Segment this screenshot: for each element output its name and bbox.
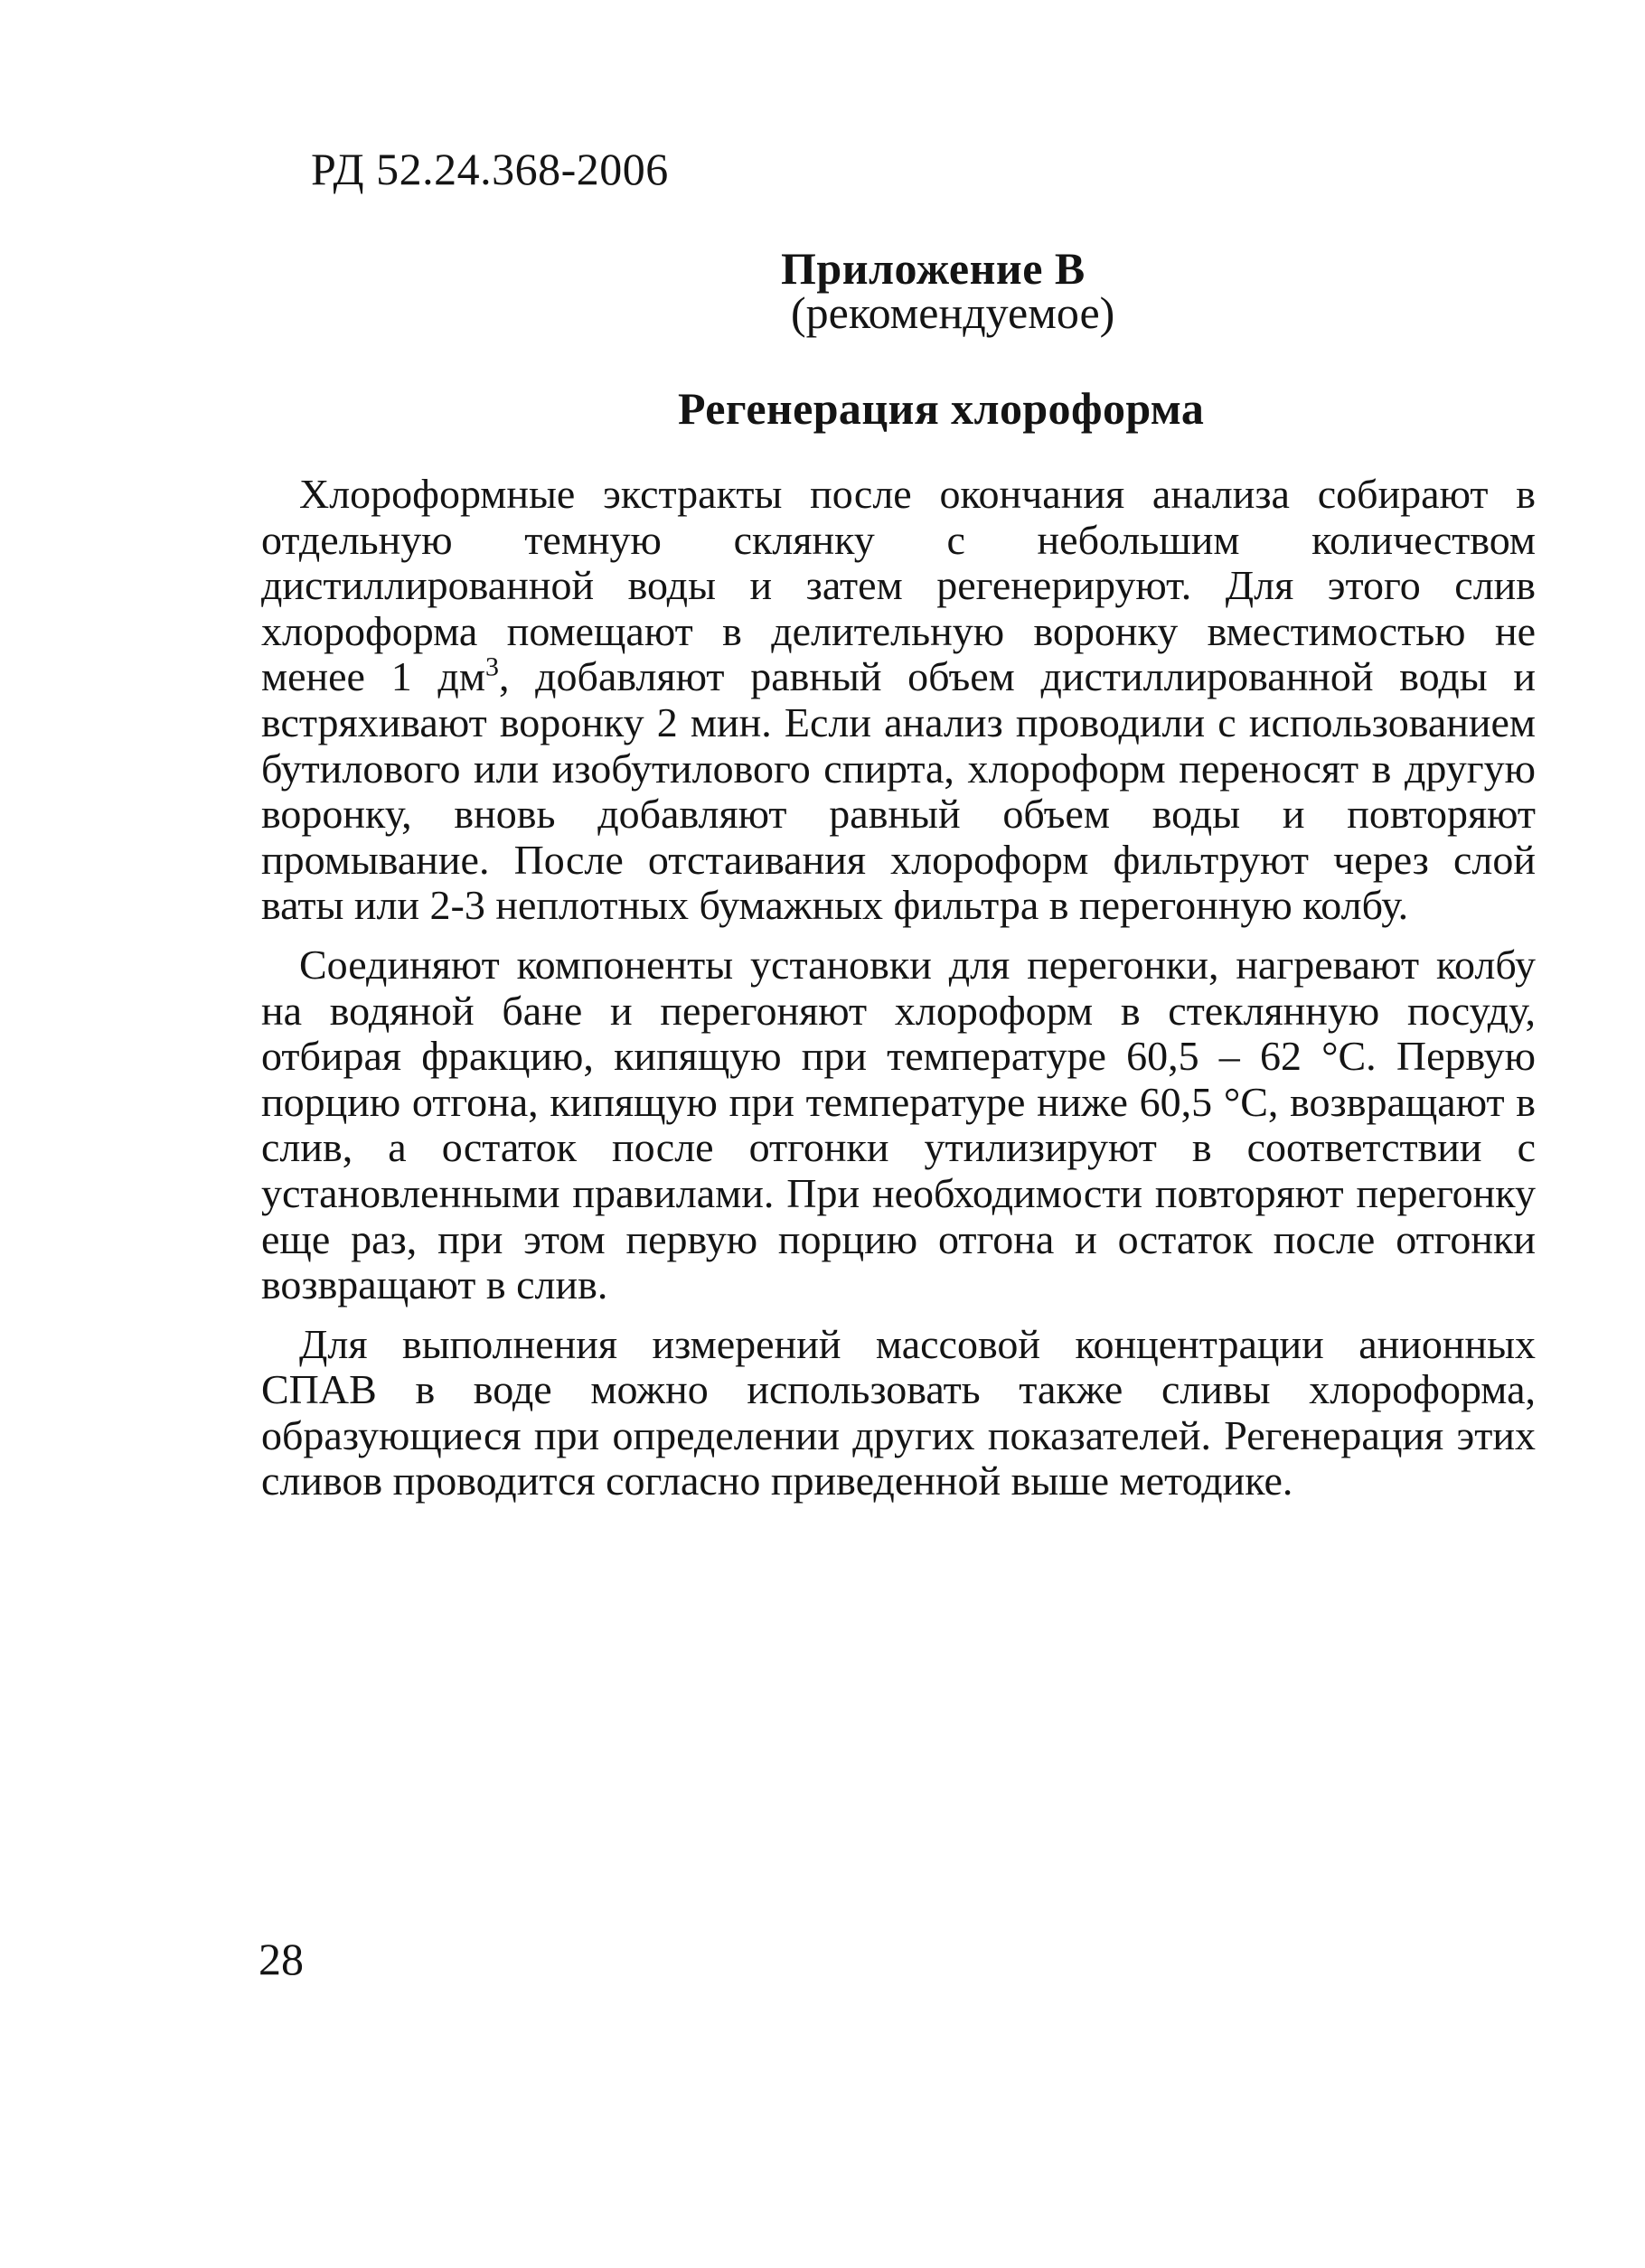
paragraph-2: Соединяют компоненты установки для перегонки, нагревают колбу на водяной бане и перегоняют хлороформ в стеклянную посуду, отбирая фракцию, кипящую при температуре 60,5 – 62 °С. Первую порцию отгона, кипящую при температуре ниже 60,5 °С, возвращают в слив, а остаток после отгонки утилизируют в соответствии с установленными правилами. При необходимости повторяют перегонку еще раз, при этом первую порцию отгона и остаток после отгонки возвращают в слив. (261, 941, 1536, 1308)
paragraph-3: Для выполнения измерений массовой концентрации анионных СПАВ в воде можно использовать также сливы хлороформа, образующиеся при определении других показателей. Регенерация этих сливов проводится согласно приведенной выше методике. (261, 1320, 1536, 1504)
paragraph-1 (261, 472, 1536, 929)
section-title: Регенерация хлороформа (678, 383, 1205, 434)
paragraph-1-part-1: Хлороформные экстракты после окончания анализа собирают в отдельную темную склянку с небольшим количеством дистиллированной воды и затем регенерируют. Для этого слив хлороформа помещают в делительную воронку вместимостью не менее 1 дм (261, 471, 1536, 700)
superscript-cube: 3 (484, 652, 499, 683)
appendix-title: Приложение В (781, 243, 1086, 294)
document-code: РД 52.24.368-2006 (311, 144, 669, 194)
body-text (261, 472, 1536, 1518)
appendix-note: (рекомендуемое) (791, 287, 1115, 338)
paragraph-1-part-2: , добавляют равный объем дистиллированной воды и встряхивают воронку 2 мин. Если анализ проводили с использованием бутилового или изобутилового спирта, хлороформ переносят в другую воронку, вновь добавляют равный объем воды и повторяют промывание. После отстаивания хлороформ фильтруют через слой ваты или 2-3 неплотных бумажных фильтра в перегонную колбу. (261, 653, 1536, 929)
page-number: 28 (258, 1934, 304, 1984)
